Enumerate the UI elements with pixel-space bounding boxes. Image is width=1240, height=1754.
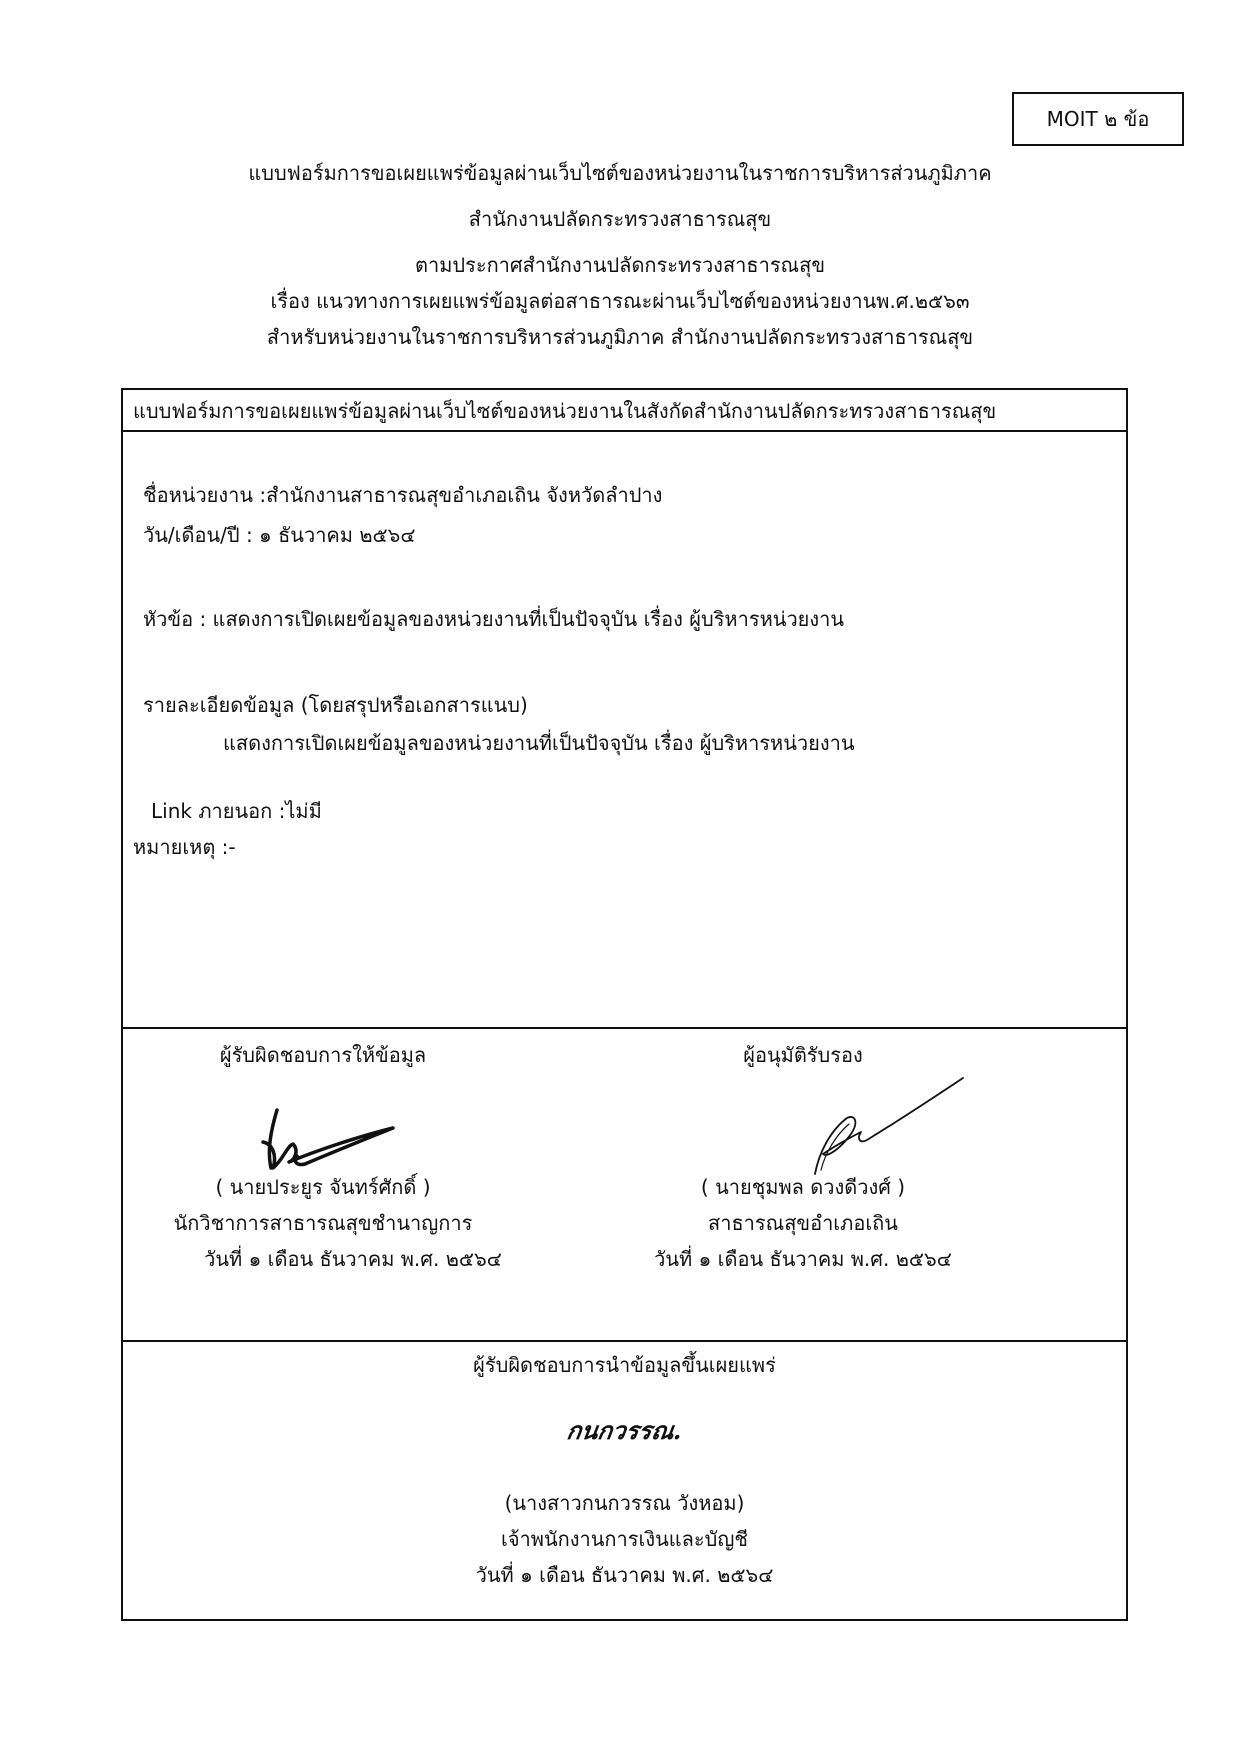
approver-role: ผู้อนุมัติรับรอง bbox=[743, 1043, 863, 1067]
divider-signatures bbox=[123, 1027, 1126, 1029]
provider-signature bbox=[253, 1090, 403, 1180]
divider-title bbox=[123, 430, 1126, 432]
moit-badge-text: MOIT ๒ ข้อ bbox=[1046, 107, 1150, 131]
header-line-4: เรื่อง แนวทางการเผยแพร่ข้อมูลต่อสาธารณะผ่านเว็บไซต์ของหน่วยงานพ.ศ.๒๕๖๓ bbox=[270, 289, 970, 313]
form-box bbox=[121, 388, 1128, 1621]
provider-position: นักวิชาการสาธารณสุขชำนาญการ bbox=[173, 1211, 473, 1235]
details-text: แสดงการเปิดเผยข้อมูลของหน่วยงานที่เป็นปัจจุบัน เรื่อง ผู้บริหารหน่วยงาน bbox=[223, 731, 855, 755]
publisher-role: ผู้รับผิดชอบการนำข้อมูลขึ้นเผยแพร่ bbox=[473, 1353, 776, 1377]
details-label: รายละเอียดข้อมูล (โดยสรุปหรือเอกสารแนบ) bbox=[143, 693, 528, 717]
form-title: แบบฟอร์มการขอเผยแพร่ข้อมูลผ่านเว็บไซต์ของหน่วยงานในสังกัดสำนักงานปลัดกระทรวงสาธารณสุข bbox=[133, 399, 997, 423]
header-line-5: สำหรับหน่วยงานในราชการบริหารส่วนภูมิภาค สำนักงานปลัดกระทรวงสาธารณสุข bbox=[266, 325, 974, 349]
provider-role: ผู้รับผิดชอบการให้ข้อมูล bbox=[219, 1043, 427, 1067]
publisher-date: วันที่ ๑ เดือน ธันวาคม พ.ศ. ๒๕๖๔ bbox=[475, 1563, 774, 1587]
external-link: Link ภายนอก :ไม่มี bbox=[151, 799, 322, 823]
agency-name: ชื่อหน่วยงาน :สำนักงานสาธารณสุขอำเภอเถิน จังหวัดลำปาง bbox=[143, 483, 663, 507]
publisher-signature: กนกวรรณ. bbox=[564, 1416, 685, 1445]
topic: หัวข้อ : แสดงการเปิดเผยข้อมูลของหน่วยงานที่เป็นปัจจุบัน เรื่อง ผู้บริหารหน่วยงาน bbox=[143, 607, 845, 631]
form-date: วัน/เดือน/ปี : ๑ ธันวาคม ๒๕๖๔ bbox=[143, 523, 416, 547]
remark: หมายเหตุ :- bbox=[133, 835, 236, 859]
divider-publisher bbox=[123, 1340, 1126, 1342]
header-line-2: สำนักงานปลัดกระทรวงสาธารณสุข bbox=[468, 207, 772, 231]
approver-signature bbox=[813, 1074, 973, 1184]
publisher-position: เจ้าพนักงานการเงินและบัญชี bbox=[501, 1527, 748, 1551]
moit-badge bbox=[1012, 92, 1184, 146]
provider-date: วันที่ ๑ เดือน ธันวาคม พ.ศ. ๒๕๖๔ bbox=[204, 1247, 502, 1271]
approver-date: วันที่ ๑ เดือน ธันวาคม พ.ศ. ๒๕๖๔ bbox=[654, 1247, 952, 1271]
provider-name: ( นายประยูร จันทร์ศักดิ์ ) bbox=[215, 1175, 431, 1199]
header-line-1: แบบฟอร์มการขอเผยแพร่ข้อมูลผ่านเว็บไซต์ของหน่วยงานในราชการบริหารส่วนภูมิภาค bbox=[248, 161, 992, 185]
publisher-name: (นางสาวกนกวรรณ วังหอม) bbox=[504, 1491, 745, 1515]
approver-name: ( นายชุมพล ดวงดีวงศ์ ) bbox=[700, 1175, 906, 1199]
approver-position: สาธารณสุขอำเภอเถิน bbox=[708, 1211, 898, 1235]
header-line-3: ตามประกาศสำนักงานปลัดกระทรวงสาธารณสุข bbox=[414, 253, 825, 277]
